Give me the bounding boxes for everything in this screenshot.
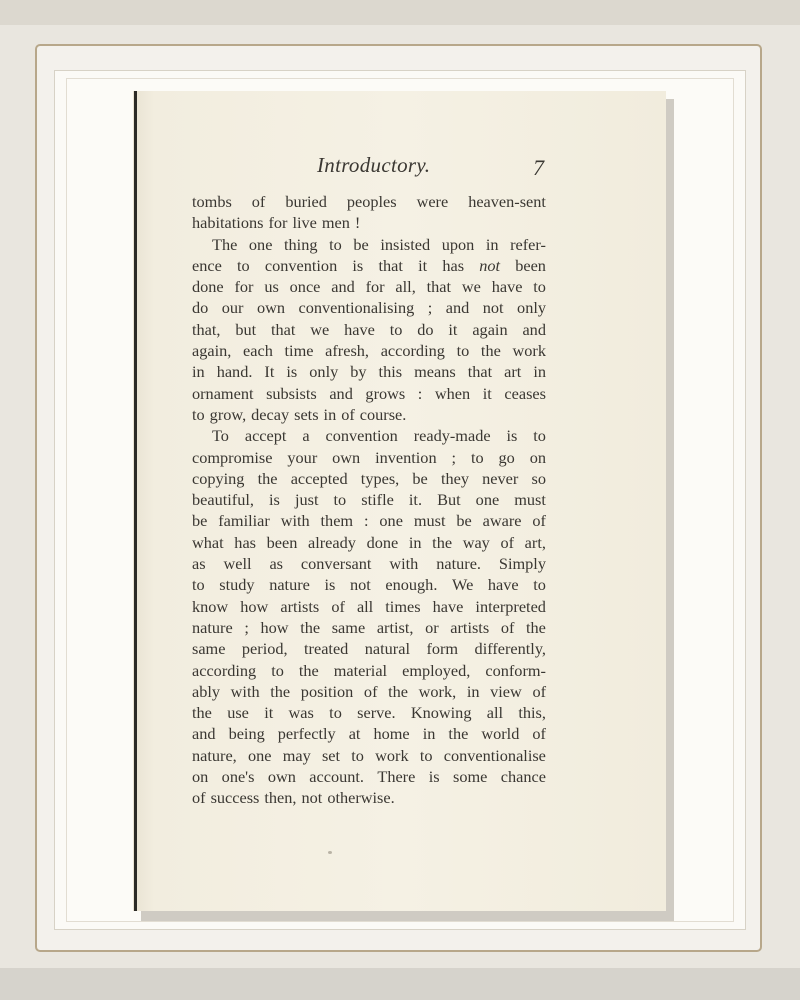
word: ornament	[192, 383, 254, 403]
word: and	[192, 724, 216, 744]
word: that	[426, 277, 452, 297]
word: the	[270, 681, 291, 701]
text-line	[192, 638, 546, 659]
word: ready-made	[413, 426, 491, 446]
word: in	[323, 404, 337, 424]
word: of	[331, 596, 345, 616]
text-line	[192, 297, 546, 318]
text-line	[192, 319, 546, 340]
text-line	[192, 212, 546, 233]
text-line	[192, 489, 546, 510]
word: artists	[450, 617, 490, 637]
word: to	[329, 703, 342, 723]
word: own	[267, 767, 296, 787]
word: with	[230, 681, 260, 701]
word: is	[428, 767, 440, 787]
word: for	[268, 213, 288, 233]
word: buried	[285, 192, 327, 211]
text-line	[192, 745, 546, 766]
word: art,	[524, 532, 546, 552]
word: to	[456, 341, 470, 361]
word: interpreted	[475, 596, 546, 616]
word: enough.	[385, 575, 438, 595]
word: it	[418, 255, 428, 275]
word: in	[466, 681, 480, 701]
word: they	[440, 468, 469, 488]
word: the	[257, 468, 278, 488]
word: upon	[441, 234, 475, 254]
word: men	[321, 213, 350, 233]
word: to	[389, 319, 403, 339]
word: to	[333, 490, 347, 510]
word: have	[432, 596, 464, 616]
word: Knowing	[410, 703, 472, 723]
word: all,	[395, 277, 416, 297]
text-line	[192, 276, 546, 297]
word: is	[269, 490, 280, 510]
word: of	[500, 532, 515, 552]
word: the	[480, 341, 501, 361]
word: subsists	[266, 383, 317, 403]
word: live	[292, 213, 317, 233]
word: and	[329, 383, 353, 403]
word: be	[456, 511, 472, 531]
word: in	[533, 362, 546, 382]
text-line	[192, 234, 546, 255]
word: that	[271, 319, 296, 339]
word: hand.	[216, 362, 253, 382]
word: treated	[304, 639, 349, 659]
book-spine-edge	[134, 91, 137, 911]
word: of	[500, 617, 515, 637]
word: perfectly	[277, 724, 336, 744]
word: nature	[192, 617, 233, 637]
word: world	[481, 724, 520, 744]
word: account.	[309, 767, 364, 787]
word: heaven-sent	[468, 192, 546, 211]
word: differently,	[474, 639, 546, 659]
word: not	[482, 298, 504, 318]
word: only	[309, 362, 339, 382]
word: art	[504, 362, 522, 382]
text-line	[192, 340, 546, 361]
word: how	[240, 596, 269, 616]
word: nature,	[192, 745, 237, 765]
word: the	[298, 660, 319, 680]
text-line	[192, 425, 546, 446]
text-line	[192, 447, 546, 468]
word: we	[310, 319, 330, 339]
word: convention	[325, 426, 398, 446]
word: for	[365, 277, 385, 297]
word: conventionalise	[443, 745, 546, 765]
word: all	[356, 596, 374, 616]
word: to	[533, 426, 546, 446]
word: accept	[244, 426, 287, 446]
word: to	[329, 234, 342, 254]
word: Simply	[498, 554, 546, 574]
word: decay	[251, 404, 290, 424]
word: and	[331, 277, 355, 297]
word: types,	[360, 468, 400, 488]
word: of	[341, 404, 355, 424]
word: convention	[264, 255, 338, 275]
page-number: 7	[533, 155, 544, 180]
word: conform-	[485, 660, 546, 680]
word: It	[264, 362, 275, 382]
word: done	[366, 532, 399, 552]
word: us	[264, 277, 279, 297]
word: of	[532, 511, 546, 531]
word: work	[512, 341, 546, 361]
word: artists	[280, 596, 320, 616]
word: own	[332, 447, 361, 467]
word: the	[448, 724, 469, 744]
top-band	[0, 0, 800, 25]
word: otherwise.	[327, 788, 395, 808]
word: that	[467, 362, 493, 382]
word: means	[414, 362, 456, 382]
word: to	[533, 575, 546, 595]
word: have	[487, 575, 519, 595]
word: To	[212, 426, 229, 446]
word: that	[378, 255, 403, 275]
word: how	[260, 617, 289, 637]
word: is	[352, 255, 364, 275]
word: this,	[518, 703, 546, 723]
word: copying	[192, 468, 245, 488]
word: way	[462, 532, 490, 552]
word: success	[210, 788, 260, 808]
word: with	[389, 554, 419, 574]
text-line	[192, 617, 546, 638]
word: same	[331, 617, 366, 637]
word: again	[472, 319, 508, 339]
word: to	[419, 745, 433, 765]
word: and	[522, 319, 546, 339]
word: in	[485, 234, 499, 254]
word: to	[271, 660, 284, 680]
text-line	[192, 468, 546, 489]
word: not	[479, 255, 501, 275]
word: !	[354, 213, 361, 233]
word: But	[437, 490, 461, 510]
text-line	[192, 702, 546, 723]
text-line	[192, 766, 546, 787]
word: your	[287, 447, 318, 467]
word: then,	[264, 788, 297, 808]
paper-speck	[328, 851, 332, 854]
word: nature	[269, 575, 310, 595]
word: but	[235, 319, 257, 339]
word: chance	[500, 767, 546, 787]
word: some	[453, 767, 488, 787]
text-line	[192, 404, 546, 425]
word: There	[377, 767, 416, 787]
word: by	[350, 362, 367, 382]
word: may	[282, 745, 311, 765]
word: when	[434, 383, 471, 403]
word: is	[324, 575, 336, 595]
word: ;	[451, 447, 457, 467]
word: only	[517, 298, 546, 318]
text-line	[192, 361, 546, 382]
word: employed,	[402, 660, 471, 680]
word: afresh,	[325, 341, 369, 361]
book-page	[133, 91, 666, 911]
word: one	[248, 234, 273, 254]
word: sets	[294, 404, 319, 424]
text-line	[192, 660, 546, 681]
word: according	[192, 660, 257, 680]
word: to	[533, 277, 546, 297]
word: have	[344, 319, 375, 339]
word: of	[363, 681, 378, 701]
word: be	[353, 234, 369, 254]
word: use	[227, 703, 249, 723]
word: course.	[359, 404, 407, 424]
word: go	[498, 447, 515, 467]
word: conventionalising	[298, 298, 415, 318]
word: to	[192, 575, 205, 595]
word: grow,	[209, 404, 247, 424]
word: so	[531, 468, 546, 488]
word: in	[422, 724, 436, 744]
word: must	[413, 511, 446, 531]
word: that,	[192, 319, 221, 339]
word: natural	[364, 639, 410, 659]
word: habitations	[192, 213, 264, 233]
word: work	[375, 745, 409, 765]
word: is	[286, 362, 298, 382]
word: to	[237, 255, 250, 275]
word: already	[308, 532, 356, 552]
word: just	[294, 490, 319, 510]
word: in	[192, 362, 205, 382]
word: as	[192, 554, 206, 574]
word: period,	[241, 639, 288, 659]
word: thing	[284, 234, 318, 254]
word: as	[269, 554, 283, 574]
word: familiar	[218, 511, 270, 531]
word: on	[192, 767, 209, 787]
word: the	[432, 532, 453, 552]
word: view	[490, 681, 522, 701]
text-line	[192, 510, 546, 531]
word: done	[192, 277, 224, 297]
word: home	[373, 724, 410, 744]
word: be	[192, 511, 208, 531]
word: to	[351, 745, 364, 765]
word: been	[515, 255, 546, 275]
word: one	[247, 745, 272, 765]
word: to	[192, 404, 205, 424]
word: was	[288, 703, 314, 723]
word: it	[482, 383, 492, 403]
word: invention	[375, 447, 437, 467]
word: study	[219, 575, 255, 595]
word: beautiful,	[192, 490, 254, 510]
word: it	[448, 319, 458, 339]
word: one	[475, 490, 500, 510]
word: once	[289, 277, 321, 297]
word: ceases	[504, 383, 546, 403]
word: the	[300, 617, 321, 637]
word: material	[333, 660, 388, 680]
word: has	[234, 532, 256, 552]
word: work,	[418, 681, 457, 701]
word: this	[378, 362, 403, 382]
word: have	[491, 277, 523, 297]
word: and	[445, 298, 470, 318]
word: aware	[482, 511, 522, 531]
word: it.	[408, 490, 423, 510]
word: ;	[427, 298, 433, 318]
word: been	[266, 532, 298, 552]
page-header	[133, 153, 666, 181]
word: for	[234, 277, 254, 297]
word: ence	[192, 255, 222, 275]
word: :	[417, 383, 423, 403]
word: accepted	[290, 468, 348, 488]
word: time	[284, 341, 314, 361]
word: at	[348, 724, 361, 744]
word: do	[417, 319, 434, 339]
word: set	[321, 745, 341, 765]
text-line	[192, 681, 546, 702]
word: being	[228, 724, 265, 744]
word: form	[426, 639, 459, 659]
word: what	[192, 532, 224, 552]
word: insisted	[380, 234, 431, 254]
word: according	[380, 341, 445, 361]
word: our	[221, 298, 244, 318]
word: do	[192, 298, 209, 318]
word: stifle	[361, 490, 394, 510]
word: the	[192, 703, 212, 723]
word: own	[256, 298, 285, 318]
word: ;	[244, 617, 249, 637]
word: artist,	[376, 617, 414, 637]
text-line	[192, 574, 546, 595]
word: all	[486, 703, 504, 723]
word: well	[223, 554, 252, 574]
word: has	[442, 255, 465, 275]
word: it	[264, 703, 274, 723]
word: again,	[192, 341, 232, 361]
word: of	[192, 788, 206, 808]
word: not	[349, 575, 371, 595]
word: refer-	[510, 234, 546, 254]
word: peoples	[346, 192, 397, 211]
word: one's	[221, 767, 255, 787]
word: we	[461, 277, 481, 297]
word: grows	[365, 383, 406, 403]
word: of	[532, 681, 546, 701]
word: serve.	[357, 703, 396, 723]
page-body-text	[192, 191, 546, 809]
word: each	[243, 341, 273, 361]
text-line	[192, 723, 546, 744]
word: never	[482, 468, 519, 488]
text-line	[192, 532, 546, 553]
word: ably	[192, 681, 221, 701]
word: know	[192, 596, 229, 616]
word: We	[452, 575, 474, 595]
word: the	[526, 617, 546, 637]
word: position	[300, 681, 354, 701]
text-line	[192, 596, 546, 617]
text-line	[192, 255, 546, 276]
text-line	[192, 383, 546, 404]
word: :	[363, 511, 369, 531]
word: not	[301, 788, 323, 808]
text-line	[192, 191, 546, 212]
word: one	[379, 511, 403, 531]
text-line	[192, 553, 546, 574]
word: of	[251, 192, 266, 211]
word: or	[425, 617, 439, 637]
word: must	[514, 490, 546, 510]
word: times	[385, 596, 421, 616]
word: nature.	[436, 554, 481, 574]
word: in	[408, 532, 422, 552]
running-title: Introductory.	[317, 153, 431, 177]
word: were	[416, 192, 449, 211]
word: is	[506, 426, 518, 446]
word: with	[280, 511, 310, 531]
word: a	[302, 426, 310, 446]
word: compromise	[192, 447, 273, 467]
text-line	[192, 787, 546, 808]
word: The	[212, 234, 238, 254]
bottom-band	[0, 968, 800, 1000]
word: on	[529, 447, 546, 467]
word: them	[320, 511, 354, 531]
word: to	[470, 447, 484, 467]
word: be	[412, 468, 428, 488]
word: tombs	[192, 192, 232, 211]
word: of	[532, 724, 546, 744]
word: the	[388, 681, 409, 701]
word: conversant	[300, 554, 372, 574]
word: same	[192, 639, 226, 659]
